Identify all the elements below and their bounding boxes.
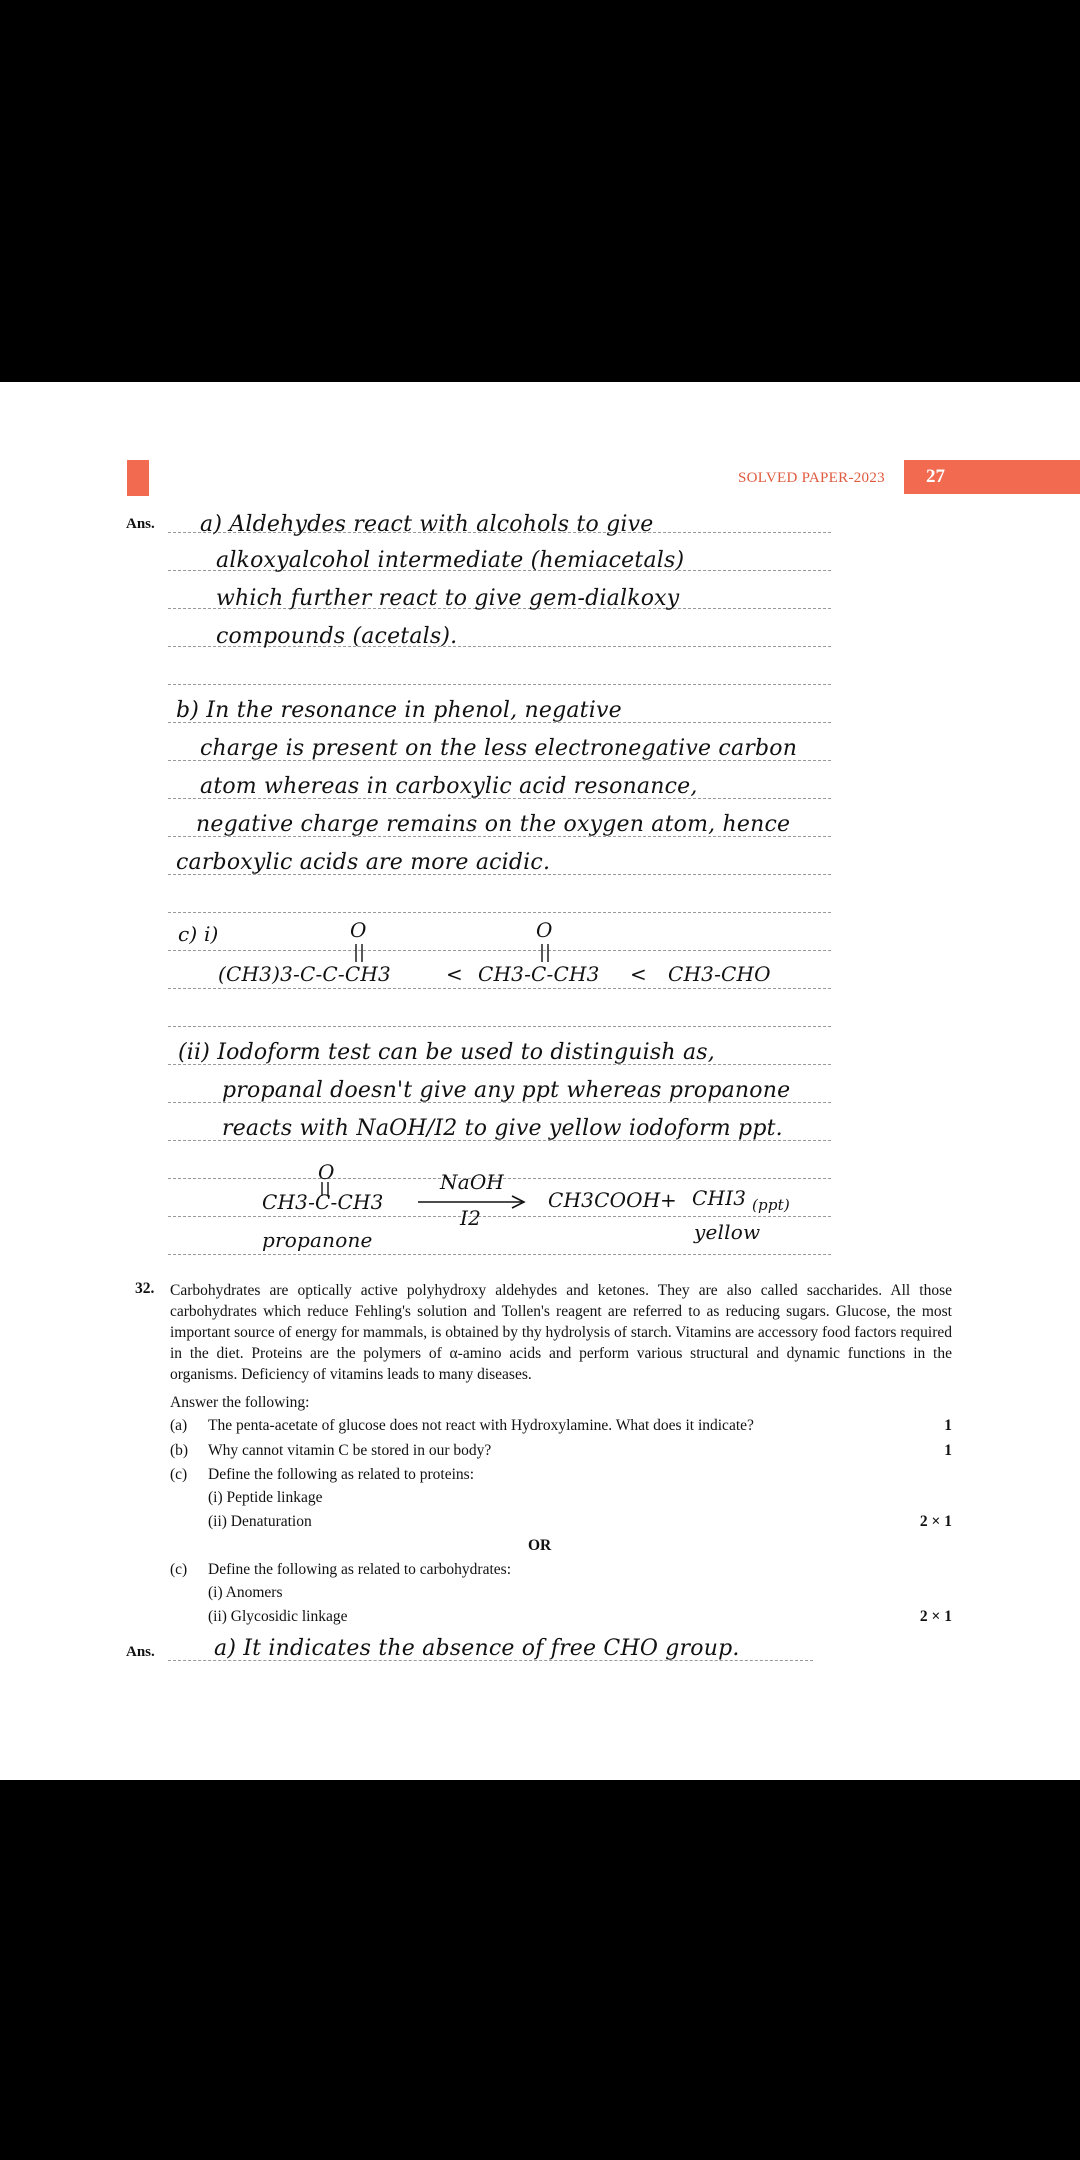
plus-sign: +	[660, 1188, 677, 1212]
part-c-alt-sub-1: (i) Anomers	[208, 1584, 283, 1601]
part-a-marks: 1	[944, 1417, 952, 1434]
reagent-bottom: I2	[460, 1206, 482, 1230]
or-label: OR	[528, 1537, 552, 1554]
reactant: CH3-C-CH3	[262, 1190, 384, 1214]
part-b-text: Why cannot vitamin C be stored in our body?	[208, 1442, 492, 1459]
hw-c-i-label: c) i)	[178, 922, 219, 946]
part-c-alt-text: Define the following as related to carbohydrates:	[208, 1561, 511, 1578]
header-title: SOLVED PAPER-2023	[738, 470, 885, 486]
hw-a-line-1: a) Aldehydes react with alcohols to give	[200, 512, 654, 537]
ruled-line	[168, 1216, 831, 1217]
compound-3: CH3-CHO	[668, 962, 771, 986]
answer-label: Ans.	[126, 1644, 155, 1660]
less-than-sign: <	[446, 962, 463, 986]
part-c-sub-2: (ii) Denaturation	[208, 1513, 312, 1530]
part-c-label: (c)	[170, 1466, 188, 1483]
part-a-text: The penta-acetate of glucose does not react with Hydroxylamine. What does it indicate?	[208, 1417, 754, 1434]
ppt-label: (ppt)	[752, 1196, 790, 1214]
reaction-drawing	[0, 382, 1, 383]
ruled-line	[168, 1254, 831, 1255]
ruled-line	[168, 912, 831, 913]
question-number: 32.	[135, 1280, 155, 1297]
hw-a-line-2: alkoxyalcohol intermediate (hemiacetals)	[216, 548, 685, 573]
oxygen-label: O	[350, 918, 367, 942]
less-than-sign: <	[630, 962, 647, 986]
hw-c-ii-line-1: (ii) Iodoform test can be used to distinguish as,	[178, 1040, 715, 1065]
reagent-top: NaOH	[440, 1170, 505, 1194]
part-c-sub-1: (i) Peptide linkage	[208, 1489, 323, 1506]
part-c-alt-label: (c)	[170, 1561, 188, 1578]
ruled-line	[168, 1026, 831, 1027]
part-c-text: Define the following as related to proteins:	[208, 1466, 475, 1483]
question-paragraph: Carbohydrates are optically active polyhydroxy aldehydes and ketones. They are also called saccharides. All those carbohydrates which reduce Fehling's solution and Tollen's reagent are referred to as reducing sugars. Glucose, the most important source of energy for mammals, is obtained by thy hydrolysis of starch. Vitamins are accessory food factors required in the diet. Proteins are the polymers of α-amino acids and perform various structural and dynamic functions in the organisms. Deficiency of vitamins leads to many diseases.	[170, 1282, 952, 1383]
hw-c-ii-line-2: propanal doesn't give any ppt whereas propanone	[222, 1078, 791, 1103]
answer-label: Ans.	[126, 516, 155, 532]
part-b-marks: 1	[944, 1442, 952, 1459]
left-header-tab	[127, 460, 149, 496]
hw-a-line-3: which further react to give gem-dialkoxy	[216, 586, 680, 611]
part-c-alt-sub-2: (ii) Glycosidic linkage	[208, 1608, 348, 1625]
hw-b-line-5: carboxylic acids are more acidic.	[176, 850, 551, 875]
compound-2: CH3-C-CH3	[478, 962, 600, 986]
page-number: 27	[904, 460, 1080, 494]
part-c-marks: 2 × 1	[919, 1513, 952, 1530]
compound-1: (CH3)3-C-C-CH3	[218, 962, 391, 986]
reactant-name: propanone	[262, 1228, 373, 1252]
hw-b-line-3: atom whereas in carboxylic acid resonance,	[200, 774, 698, 799]
ruled-line	[168, 988, 831, 989]
part-b-label: (b)	[170, 1442, 189, 1459]
part-c-alt-marks: 2 × 1	[919, 1608, 952, 1625]
hw-b-line-1: b) In the resonance in phenol, negative	[176, 698, 622, 723]
product-2: CHI3	[692, 1186, 747, 1210]
hw-c-ii-line-3: reacts with NaOH/I2 to give yellow iodoform ppt.	[222, 1116, 783, 1141]
product-color: yellow	[694, 1220, 761, 1244]
question-instruction: Answer the following:	[170, 1394, 310, 1411]
hw-b-line-2: charge is present on the less electronegative carbon	[200, 736, 798, 761]
hw-b-line-4: negative charge remains on the oxygen atom, hence	[196, 812, 791, 837]
oxygen-label: O	[318, 1160, 335, 1184]
ruled-line	[168, 950, 831, 951]
hw-a-line-4: compounds (acetals).	[216, 624, 458, 649]
product-1: CH3COOH	[548, 1188, 661, 1212]
solved-paper-page	[0, 382, 1080, 1780]
oxygen-label: O	[536, 918, 553, 942]
ruled-line	[168, 684, 831, 685]
hw-answer-32a: a) It indicates the absence of free CHO group.	[214, 1636, 740, 1661]
part-a-label: (a)	[170, 1417, 188, 1434]
